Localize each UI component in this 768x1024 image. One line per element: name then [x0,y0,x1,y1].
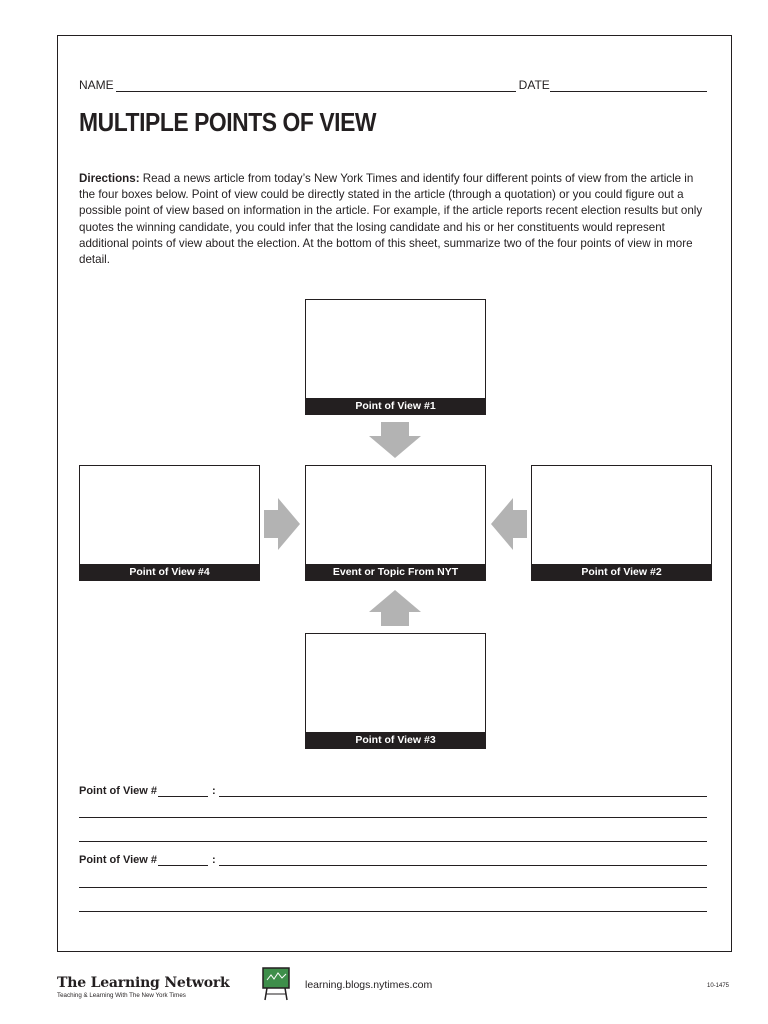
directions-text: Read a news article from today’s New York Times and identify four different points of view from the article in the four boxes below. Point of view could be directly stated in the article (through a quotation) or you could figure out a possible point of view based on information in the article. For example, if the article reports recent election results but only quotes the winning candidate, you could infer that the losing candidate and his or her constituents would represent additional points of view about the election. At the bottom of this sheet, summarize two of the four points of view in more detail. [79,172,703,267]
name-label: NAME [79,78,114,92]
pov-box-1-label: Point of View #1 [305,398,486,415]
arrow-down-icon [369,422,421,458]
footer-tagline: Teaching & Learning With The New York Times [57,992,186,999]
pov-box-3[interactable] [305,633,486,749]
name-date-row [79,76,707,92]
learning-network-logo: The Learning Network [57,975,230,991]
arrow-left-icon [491,498,527,550]
directions-paragraph [79,171,707,268]
footer-code: 10-1475 [707,983,730,989]
summary-row-2-number-field[interactable] [158,855,208,866]
event-topic-label: Event or Topic From NYT [305,564,486,581]
arrow-right-icon [264,498,300,550]
pov-box-4[interactable] [79,465,260,581]
page-title: MULTIPLE POINTS OF VIEW [79,107,377,137]
summary-row-1 [79,783,707,797]
summary-line[interactable] [79,887,707,888]
summary-row-2-colon: : [212,854,216,866]
summary-row-2-label: Point of View # [79,854,158,866]
event-topic-box[interactable] [305,465,486,581]
footer-url[interactable]: learning.blogs.nytimes.com [305,979,433,991]
pov-box-3-label: Point of View #3 [305,732,486,749]
summary-row-1-colon: : [212,785,216,797]
arrow-up-icon [369,590,421,626]
summary-line[interactable] [79,817,707,818]
pov-box-2-label: Point of View #2 [531,564,712,581]
name-field[interactable] [116,79,516,92]
chalkboard-icon [261,966,291,1002]
date-field[interactable] [550,79,707,92]
summary-line[interactable] [79,841,707,842]
summary-row-2 [79,852,707,866]
summary-row-1-field[interactable] [219,786,707,797]
pov-box-1[interactable] [305,299,486,415]
pov-box-4-label: Point of View #4 [79,564,260,581]
pov-box-2[interactable] [531,465,712,581]
summary-line[interactable] [79,911,707,912]
summary-row-1-label: Point of View # [79,785,158,797]
summary-row-2-field[interactable] [219,855,707,866]
date-label: DATE [518,78,550,92]
summary-row-1-number-field[interactable] [158,786,208,797]
directions-label: Directions: [79,172,140,185]
